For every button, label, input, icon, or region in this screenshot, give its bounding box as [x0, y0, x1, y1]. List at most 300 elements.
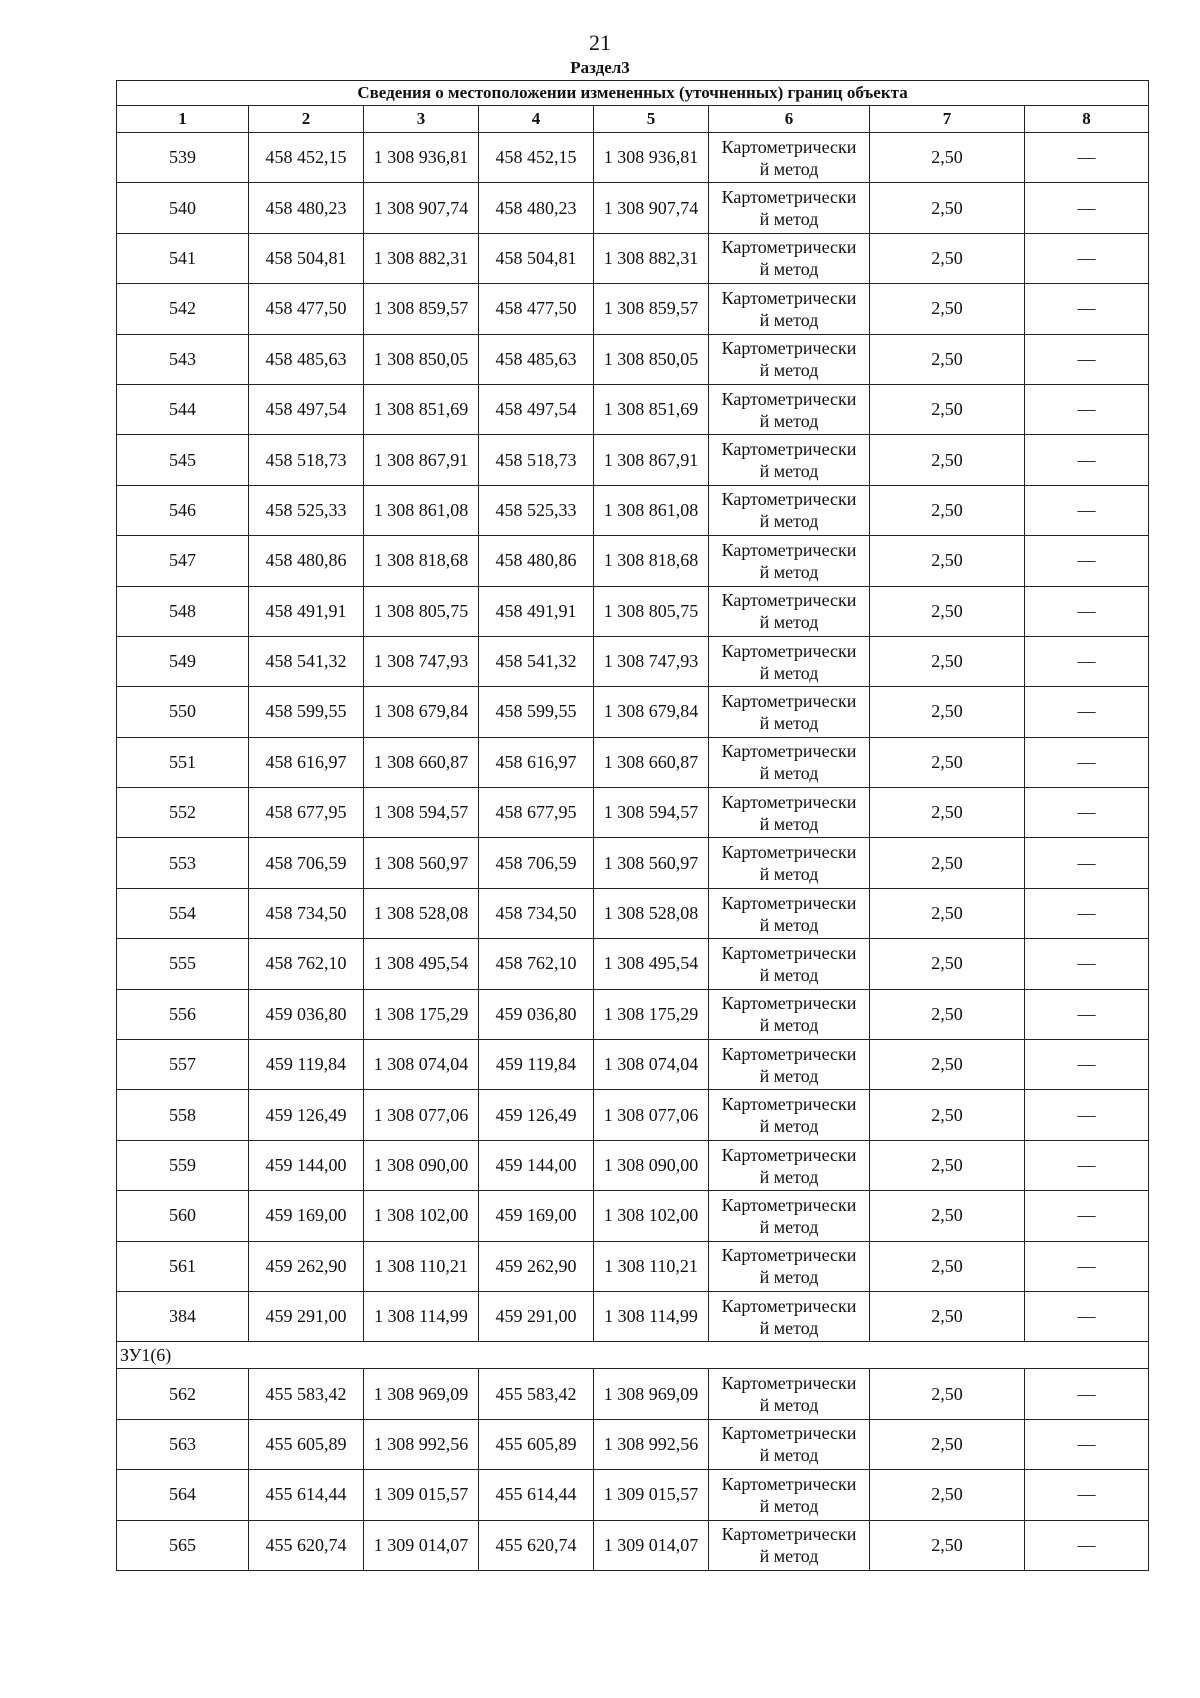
y-existing-cell: 1 308 850,05: [364, 334, 479, 384]
method-cell: [709, 1140, 870, 1190]
method-cell: [709, 838, 870, 888]
x-existing-cell: 459 036,80: [249, 989, 364, 1039]
description-cell: —: [1025, 1040, 1149, 1090]
x-new-cell: 458 762,10: [479, 939, 594, 989]
method-line-1: Картометрически: [721, 892, 857, 913]
y-new-cell: 1 308 110,21: [594, 1241, 709, 1291]
x-new-cell: 458 452,15: [479, 133, 594, 183]
description-cell: —: [1025, 1191, 1149, 1241]
method-line-2: й метод: [759, 864, 819, 885]
x-new-cell: 458 599,55: [479, 687, 594, 737]
column-number-4: 4: [479, 106, 594, 133]
method-cell: [709, 1241, 870, 1291]
y-new-cell: 1 308 175,29: [594, 989, 709, 1039]
method-cell: [709, 586, 870, 636]
table-row: [117, 1191, 1149, 1241]
column-number-5: 5: [594, 106, 709, 133]
accuracy-cell: 2,50: [870, 1241, 1025, 1291]
x-new-cell: 458 504,81: [479, 233, 594, 283]
accuracy-cell: 2,50: [870, 636, 1025, 686]
accuracy-cell: 2,50: [870, 384, 1025, 434]
y-new-cell: 1 308 495,54: [594, 939, 709, 989]
accuracy-cell: 2,50: [870, 485, 1025, 535]
table-row: [117, 233, 1149, 283]
method-line-2: й метод: [759, 1166, 819, 1187]
point-number-cell: 557: [117, 1040, 249, 1090]
description-cell: —: [1025, 133, 1149, 183]
description-cell: —: [1025, 485, 1149, 535]
table-row: [117, 1090, 1149, 1140]
x-new-cell: 458 706,59: [479, 838, 594, 888]
accuracy-cell: 2,50: [870, 1191, 1025, 1241]
method-cell: [709, 384, 870, 434]
table-row: [117, 1291, 1149, 1341]
method-cell: [709, 1191, 870, 1241]
x-existing-cell: 458 706,59: [249, 838, 364, 888]
description-cell: —: [1025, 1369, 1149, 1419]
y-new-cell: 1 308 867,91: [594, 435, 709, 485]
method-cell: [709, 1090, 870, 1140]
y-existing-cell: 1 308 992,56: [364, 1419, 479, 1469]
method-line-1: Картометрически: [721, 942, 857, 963]
method-cell: [709, 334, 870, 384]
method-line-1: Картометрически: [721, 1194, 857, 1215]
point-number-cell: 562: [117, 1369, 249, 1419]
method-cell: [709, 485, 870, 535]
y-existing-cell: 1 308 074,04: [364, 1040, 479, 1090]
y-new-cell: 1 308 907,74: [594, 183, 709, 233]
y-new-cell: 1 308 992,56: [594, 1419, 709, 1469]
x-new-cell: 459 126,49: [479, 1090, 594, 1140]
page-number: 21: [589, 30, 611, 55]
table-row: [117, 888, 1149, 938]
description-cell: —: [1025, 838, 1149, 888]
method-line-1: Картометрически: [721, 1043, 857, 1064]
accuracy-cell: 2,50: [870, 133, 1025, 183]
table-row: [117, 788, 1149, 838]
y-existing-cell: 1 309 014,07: [364, 1520, 479, 1570]
y-existing-cell: 1 308 175,29: [364, 989, 479, 1039]
x-new-cell: 458 734,50: [479, 888, 594, 938]
x-existing-cell: 458 477,50: [249, 284, 364, 334]
group-label: ЗУ1(6): [117, 1342, 1149, 1369]
method-cell: [709, 1291, 870, 1341]
method-line-2: й метод: [759, 461, 819, 482]
accuracy-cell: 2,50: [870, 1419, 1025, 1469]
description-cell: —: [1025, 939, 1149, 989]
point-number-cell: 558: [117, 1090, 249, 1140]
description-cell: —: [1025, 687, 1149, 737]
x-new-cell: 455 583,42: [479, 1369, 594, 1419]
point-number-cell: 563: [117, 1419, 249, 1469]
x-existing-cell: 459 119,84: [249, 1040, 364, 1090]
column-number-8: 8: [1025, 106, 1149, 133]
y-new-cell: 1 308 077,06: [594, 1090, 709, 1140]
y-existing-cell: 1 308 867,91: [364, 435, 479, 485]
method-cell: [709, 737, 870, 787]
description-cell: —: [1025, 1090, 1149, 1140]
method-line-1: Картометрически: [721, 237, 857, 258]
table-row: [117, 687, 1149, 737]
method-cell: [709, 1040, 870, 1090]
point-number-cell: 555: [117, 939, 249, 989]
accuracy-cell: 2,50: [870, 1369, 1025, 1419]
method-cell: [709, 636, 870, 686]
y-existing-cell: 1 308 969,09: [364, 1369, 479, 1419]
y-existing-cell: 1 308 528,08: [364, 888, 479, 938]
method-line-1: Картометрически: [721, 842, 857, 863]
x-new-cell: 458 480,23: [479, 183, 594, 233]
x-new-cell: 458 485,63: [479, 334, 594, 384]
x-existing-cell: 458 677,95: [249, 788, 364, 838]
method-cell: [709, 284, 870, 334]
method-line-1: Картометрически: [721, 1524, 857, 1545]
y-existing-cell: 1 308 102,00: [364, 1191, 479, 1241]
y-existing-cell: 1 308 090,00: [364, 1140, 479, 1190]
method-cell: [709, 133, 870, 183]
x-existing-cell: 458 504,81: [249, 233, 364, 283]
x-existing-cell: 455 614,44: [249, 1470, 364, 1520]
y-existing-cell: 1 308 077,06: [364, 1090, 479, 1140]
x-existing-cell: 458 497,54: [249, 384, 364, 434]
table-row: [117, 384, 1149, 434]
table-row: [117, 1520, 1149, 1570]
method-line-2: й метод: [759, 309, 819, 330]
point-number-cell: 541: [117, 233, 249, 283]
method-line-2: й метод: [759, 209, 819, 230]
y-new-cell: 1 308 528,08: [594, 888, 709, 938]
y-existing-cell: 1 309 015,57: [364, 1470, 479, 1520]
y-new-cell: 1 308 805,75: [594, 586, 709, 636]
description-cell: —: [1025, 1470, 1149, 1520]
y-existing-cell: 1 308 851,69: [364, 384, 479, 434]
x-new-cell: 458 518,73: [479, 435, 594, 485]
point-number-cell: 543: [117, 334, 249, 384]
x-existing-cell: 458 452,15: [249, 133, 364, 183]
x-existing-cell: 458 518,73: [249, 435, 364, 485]
description-cell: —: [1025, 384, 1149, 434]
x-new-cell: 458 491,91: [479, 586, 594, 636]
accuracy-cell: 2,50: [870, 435, 1025, 485]
table-row: [117, 737, 1149, 787]
table-row: [117, 1470, 1149, 1520]
method-line-2: й метод: [759, 612, 819, 633]
accuracy-cell: 2,50: [870, 888, 1025, 938]
method-line-1: Картометрически: [721, 590, 857, 611]
method-line-1: Картометрически: [721, 1423, 857, 1444]
y-new-cell: 1 309 015,57: [594, 1470, 709, 1520]
y-existing-cell: 1 308 594,57: [364, 788, 479, 838]
accuracy-cell: 2,50: [870, 1470, 1025, 1520]
x-existing-cell: 459 291,00: [249, 1291, 364, 1341]
y-existing-cell: 1 308 907,74: [364, 183, 479, 233]
y-new-cell: 1 308 594,57: [594, 788, 709, 838]
point-number-cell: 561: [117, 1241, 249, 1291]
point-number-cell: 553: [117, 838, 249, 888]
accuracy-cell: 2,50: [870, 939, 1025, 989]
method-line-1: Картометрически: [721, 338, 857, 359]
table-caption: Сведения о местоположении измененных (уточненных) границ объекта: [117, 81, 1149, 106]
x-existing-cell: 459 126,49: [249, 1090, 364, 1140]
method-line-1: Картометрически: [721, 1295, 857, 1316]
x-existing-cell: 458 525,33: [249, 485, 364, 535]
table-row: [117, 939, 1149, 989]
table-row: [117, 183, 1149, 233]
method-line-2: й метод: [759, 1495, 819, 1516]
method-line-1: Картометрически: [721, 489, 857, 510]
y-new-cell: 1 308 882,31: [594, 233, 709, 283]
coordinates-table: [116, 80, 1149, 1571]
method-cell: [709, 183, 870, 233]
table-row: [117, 536, 1149, 586]
method-cell: [709, 233, 870, 283]
point-number-cell: 554: [117, 888, 249, 938]
description-cell: —: [1025, 737, 1149, 787]
description-cell: —: [1025, 586, 1149, 636]
x-existing-cell: 458 541,32: [249, 636, 364, 686]
method-line-2: й метод: [759, 1317, 819, 1338]
method-cell: [709, 687, 870, 737]
method-line-2: й метод: [759, 813, 819, 834]
method-line-1: Картометрически: [721, 1144, 857, 1165]
table-row: [117, 838, 1149, 888]
point-number-cell: 544: [117, 384, 249, 434]
y-new-cell: 1 308 969,09: [594, 1369, 709, 1419]
point-number-cell: 539: [117, 133, 249, 183]
table-row: [117, 485, 1149, 535]
table-row: [117, 1140, 1149, 1190]
method-line-2: й метод: [759, 511, 819, 532]
method-line-2: й метод: [759, 360, 819, 381]
accuracy-cell: 2,50: [870, 687, 1025, 737]
description-cell: —: [1025, 334, 1149, 384]
method-line-2: й метод: [759, 1267, 819, 1288]
accuracy-cell: 2,50: [870, 586, 1025, 636]
x-new-cell: 459 119,84: [479, 1040, 594, 1090]
point-number-cell: 560: [117, 1191, 249, 1241]
y-existing-cell: 1 308 859,57: [364, 284, 479, 334]
point-number-cell: 549: [117, 636, 249, 686]
accuracy-cell: 2,50: [870, 334, 1025, 384]
y-new-cell: 1 308 102,00: [594, 1191, 709, 1241]
method-line-2: й метод: [759, 1116, 819, 1137]
x-new-cell: 455 620,74: [479, 1520, 594, 1570]
y-existing-cell: 1 308 560,97: [364, 838, 479, 888]
x-existing-cell: 458 480,23: [249, 183, 364, 233]
x-new-cell: 459 262,90: [479, 1241, 594, 1291]
x-new-cell: 455 614,44: [479, 1470, 594, 1520]
x-new-cell: 458 677,95: [479, 788, 594, 838]
x-existing-cell: 455 605,89: [249, 1419, 364, 1469]
y-existing-cell: 1 308 747,93: [364, 636, 479, 686]
method-cell: [709, 1369, 870, 1419]
point-number-cell: 564: [117, 1470, 249, 1520]
method-line-2: й метод: [759, 1216, 819, 1237]
description-cell: —: [1025, 1520, 1149, 1570]
description-cell: —: [1025, 788, 1149, 838]
method-line-1: Картометрически: [721, 1094, 857, 1115]
method-line-2: й метод: [759, 561, 819, 582]
description-cell: —: [1025, 1419, 1149, 1469]
accuracy-cell: 2,50: [870, 737, 1025, 787]
point-number-cell: 550: [117, 687, 249, 737]
description-cell: —: [1025, 1241, 1149, 1291]
group-label-row: [117, 1342, 1149, 1369]
point-number-cell: 546: [117, 485, 249, 535]
point-number-cell: 551: [117, 737, 249, 787]
accuracy-cell: 2,50: [870, 536, 1025, 586]
method-line-2: й метод: [759, 1546, 819, 1567]
x-new-cell: 458 480,86: [479, 536, 594, 586]
point-number-cell: 542: [117, 284, 249, 334]
method-line-1: Картометрически: [721, 993, 857, 1014]
point-number-cell: 556: [117, 989, 249, 1039]
point-number-cell: 547: [117, 536, 249, 586]
method-cell: [709, 1470, 870, 1520]
method-line-2: й метод: [759, 964, 819, 985]
method-line-1: Картометрически: [721, 791, 857, 812]
description-cell: —: [1025, 233, 1149, 283]
column-number-3: 3: [364, 106, 479, 133]
method-line-1: Картометрически: [721, 539, 857, 560]
description-cell: —: [1025, 435, 1149, 485]
x-new-cell: 458 525,33: [479, 485, 594, 535]
method-line-1: Картометрически: [721, 136, 857, 157]
y-existing-cell: 1 308 936,81: [364, 133, 479, 183]
method-line-2: й метод: [759, 662, 819, 683]
y-new-cell: 1 308 560,97: [594, 838, 709, 888]
description-cell: —: [1025, 989, 1149, 1039]
x-new-cell: 459 036,80: [479, 989, 594, 1039]
description-cell: —: [1025, 536, 1149, 586]
method-line-2: й метод: [759, 914, 819, 935]
method-line-1: Картометрически: [721, 690, 857, 711]
table-row: [117, 435, 1149, 485]
table-row: [117, 133, 1149, 183]
method-line-1: Картометрически: [721, 741, 857, 762]
x-new-cell: 459 144,00: [479, 1140, 594, 1190]
description-cell: —: [1025, 636, 1149, 686]
accuracy-cell: 2,50: [870, 1520, 1025, 1570]
point-number-cell: 540: [117, 183, 249, 233]
y-new-cell: 1 308 747,93: [594, 636, 709, 686]
table-row: [117, 989, 1149, 1039]
table-row: [117, 1369, 1149, 1419]
table-caption-row: [117, 81, 1149, 106]
x-existing-cell: 458 480,86: [249, 536, 364, 586]
y-new-cell: 1 308 818,68: [594, 536, 709, 586]
table-row: [117, 586, 1149, 636]
method-line-2: й метод: [759, 763, 819, 784]
x-existing-cell: 458 734,50: [249, 888, 364, 938]
accuracy-cell: 2,50: [870, 1140, 1025, 1190]
x-existing-cell: 458 599,55: [249, 687, 364, 737]
point-number-cell: 548: [117, 586, 249, 636]
accuracy-cell: 2,50: [870, 1040, 1025, 1090]
method-cell: [709, 939, 870, 989]
accuracy-cell: 2,50: [870, 788, 1025, 838]
description-cell: —: [1025, 284, 1149, 334]
accuracy-cell: 2,50: [870, 1291, 1025, 1341]
point-number-cell: 384: [117, 1291, 249, 1341]
y-existing-cell: 1 308 114,99: [364, 1291, 479, 1341]
method-line-1: Картометрически: [721, 1245, 857, 1266]
y-existing-cell: 1 308 861,08: [364, 485, 479, 535]
method-line-2: й метод: [759, 410, 819, 431]
method-line-2: й метод: [759, 712, 819, 733]
column-number-row: [117, 106, 1149, 133]
y-new-cell: 1 308 679,84: [594, 687, 709, 737]
y-new-cell: 1 308 114,99: [594, 1291, 709, 1341]
accuracy-cell: 2,50: [870, 233, 1025, 283]
method-line-2: й метод: [759, 158, 819, 179]
description-cell: —: [1025, 183, 1149, 233]
y-new-cell: 1 308 861,08: [594, 485, 709, 535]
x-existing-cell: 458 491,91: [249, 586, 364, 636]
accuracy-cell: 2,50: [870, 284, 1025, 334]
y-new-cell: 1 308 936,81: [594, 133, 709, 183]
table-row: [117, 1241, 1149, 1291]
y-new-cell: 1 308 850,05: [594, 334, 709, 384]
column-number-1: 1: [117, 106, 249, 133]
table-row: [117, 1419, 1149, 1469]
method-line-1: Картометрически: [721, 1473, 857, 1494]
x-new-cell: 458 497,54: [479, 384, 594, 434]
method-line-2: й метод: [759, 1015, 819, 1036]
accuracy-cell: 2,50: [870, 989, 1025, 1039]
method-cell: [709, 435, 870, 485]
method-line-1: Картометрически: [721, 1373, 857, 1394]
x-new-cell: 458 477,50: [479, 284, 594, 334]
x-existing-cell: 459 169,00: [249, 1191, 364, 1241]
point-number-cell: 565: [117, 1520, 249, 1570]
method-cell: [709, 536, 870, 586]
method-line-1: Картометрически: [721, 439, 857, 460]
y-new-cell: 1 308 660,87: [594, 737, 709, 787]
description-cell: —: [1025, 888, 1149, 938]
method-line-1: Картометрически: [721, 388, 857, 409]
x-existing-cell: 458 616,97: [249, 737, 364, 787]
point-number-cell: 545: [117, 435, 249, 485]
description-cell: —: [1025, 1140, 1149, 1190]
y-existing-cell: 1 308 495,54: [364, 939, 479, 989]
column-number-7: 7: [870, 106, 1025, 133]
method-cell: [709, 888, 870, 938]
table-row: [117, 636, 1149, 686]
y-new-cell: 1 308 859,57: [594, 284, 709, 334]
x-existing-cell: 458 762,10: [249, 939, 364, 989]
method-line-2: й метод: [759, 259, 819, 280]
x-existing-cell: 455 583,42: [249, 1369, 364, 1419]
method-line-1: Картометрически: [721, 287, 857, 308]
y-existing-cell: 1 308 818,68: [364, 536, 479, 586]
method-line-1: Картометрически: [721, 640, 857, 661]
accuracy-cell: 2,50: [870, 1090, 1025, 1140]
y-existing-cell: 1 308 805,75: [364, 586, 479, 636]
y-existing-cell: 1 308 110,21: [364, 1241, 479, 1291]
method-line-2: й метод: [759, 1065, 819, 1086]
x-existing-cell: 458 485,63: [249, 334, 364, 384]
method-line-2: й метод: [759, 1395, 819, 1416]
x-new-cell: 459 169,00: [479, 1191, 594, 1241]
table-body: [117, 133, 1149, 1571]
method-cell: [709, 788, 870, 838]
y-existing-cell: 1 308 660,87: [364, 737, 479, 787]
accuracy-cell: 2,50: [870, 838, 1025, 888]
method-cell: [709, 1520, 870, 1570]
x-existing-cell: 459 144,00: [249, 1140, 364, 1190]
y-new-cell: 1 308 090,00: [594, 1140, 709, 1190]
